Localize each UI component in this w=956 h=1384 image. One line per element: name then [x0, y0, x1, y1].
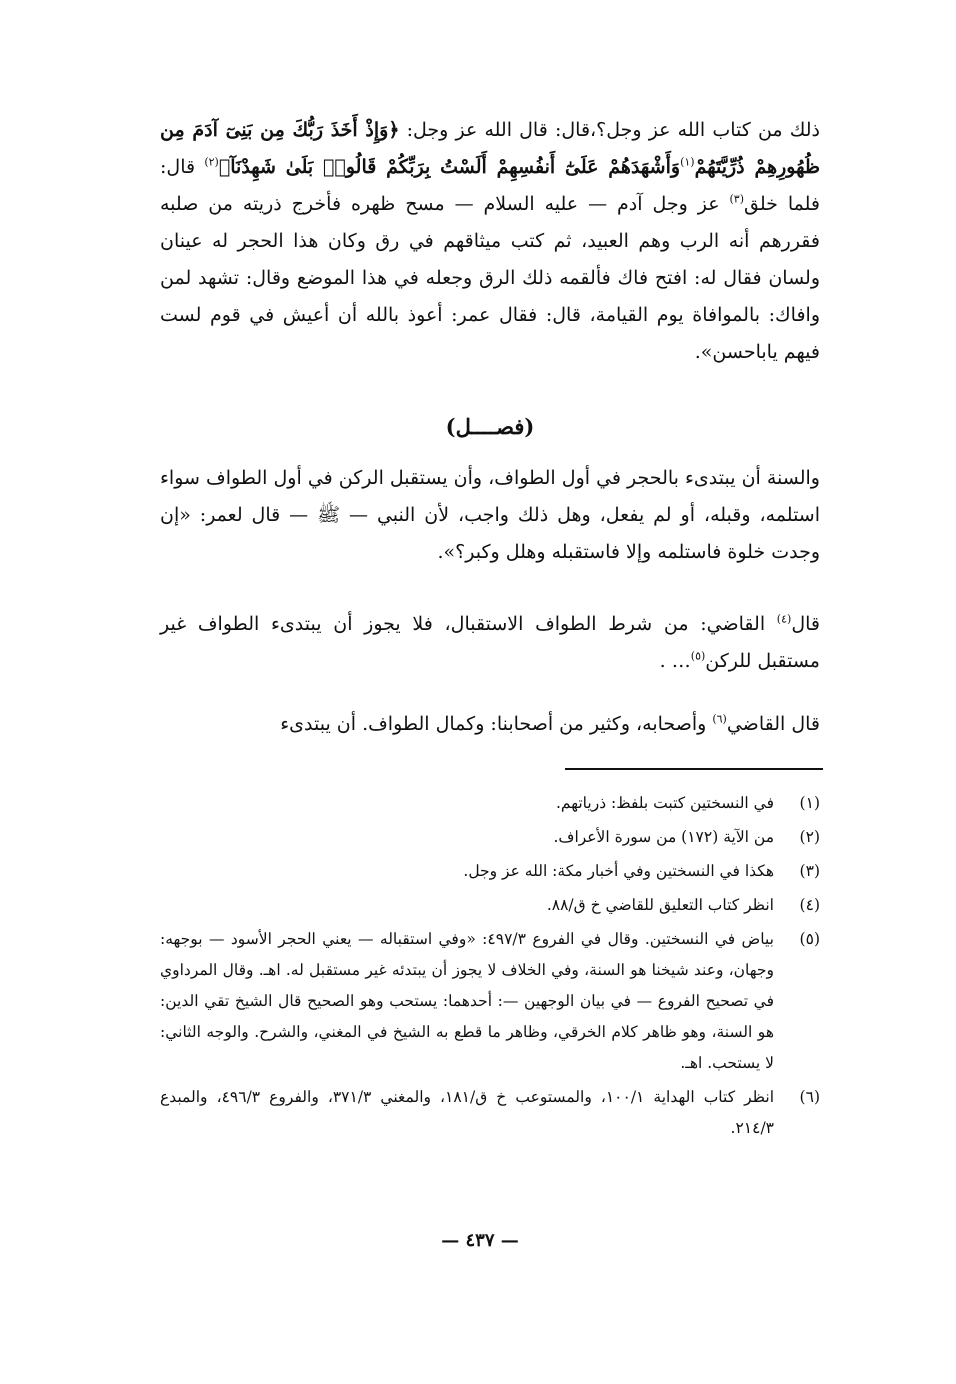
- footnote-number: (٣): [799, 862, 820, 880]
- footnote-text: هكذا في النسختين وفي أخبار مكة: الله عز وجل.: [463, 862, 774, 880]
- footnote-item: [160, 788, 820, 819]
- footnote-ref-2[interactable]: (٢): [204, 155, 219, 169]
- footnote-ref-5[interactable]: (٥): [690, 649, 706, 663]
- footnote-number: (٦): [799, 1088, 820, 1106]
- footnote-separator: [565, 768, 823, 770]
- footnote-ref-4[interactable]: (٤): [776, 612, 792, 626]
- text-run: قال القاضي: [726, 713, 820, 735]
- footnote-text: من الآية (١٧٢) من سورة الأعراف.: [553, 828, 774, 846]
- text-run: ذلك من كتاب الله عز وجل؟،قال: قال الله عز وجل:: [399, 119, 820, 141]
- footnote-item: [160, 1082, 820, 1144]
- paragraph-3: [160, 606, 820, 680]
- footnote-text: انظر كتاب الهداية ١٠٠/١، والمستوعب خ ق/١٨١، والمغني ٣٧١/٣، والفروع ٤٩٦/٣، والمبدع ٢١٤/٣.: [160, 1088, 775, 1137]
- section-heading: (فصــــل): [445, 414, 535, 439]
- footnote-number: (٥): [799, 930, 820, 948]
- text-run: قال: فلما خلق: [160, 156, 820, 215]
- footnote-number: (٤): [799, 896, 820, 914]
- footnote-text: انظر كتاب التعليق للقاضي خ ق/٨٨.: [546, 896, 774, 914]
- quran-verse-part-1: ﴿وَإِذْ أَخَذَ رَبُّكَ مِن بَنِىٓ آدَمَ مِن ظُهُورِهِمْ ذُرِّيَّتَهُمْ: [160, 119, 820, 178]
- paragraph-1: [160, 112, 820, 371]
- paragraph-4: [160, 706, 820, 743]
- footnote-text: في النسختين كتبت بلفظ: ذرياتهم.: [555, 794, 774, 812]
- text-run: … .: [659, 650, 691, 672]
- footnote-ref-6[interactable]: (٦): [712, 712, 727, 726]
- text-run: وأصحابه، وكثير من أصحابنا: وكمال الطواف. أن يبتدىء: [280, 713, 713, 735]
- page-number: — ٤٣٧ —: [441, 1230, 519, 1251]
- footnotes: [160, 788, 820, 1147]
- paragraph-2: والسنة أن يبتدىء بالحجر في أول الطواف، وأن يستقبل الركن في أول الطواف سواء استلمه، وقبله، أو لم يفعل، وهل ذلك واجب، لأن النبي — ﷺ — قال لعمر: «إن وجدت خلوة فاستلمه وإلا فاستقبله وهلل وكبر؟».: [160, 467, 820, 563]
- footnote-ref-1[interactable]: (١): [680, 155, 695, 169]
- footnote-item: [160, 890, 820, 921]
- text-run: عز وجل آدم — عليه السلام — مسح ظهره فأخرج ذريته من صلبه فقررهم أنه الرب وهم العبيد، ثم كتب ميثاقهم في رق وكان هذا الحجر له عينان ولسان فقال له: افتح فاك فألقمه ذلك الرق وجعله في هذا الموضع وقال: تشهد لمن وافاك: بالموافاة يوم القيامة، قال: فقال عمر: أعوذ بالله أن أعيش في قوم لست فيهم ياباحسن».: [160, 193, 820, 363]
- footnote-ref-3[interactable]: (٣): [729, 192, 745, 206]
- quran-verse-part-2: وَأَشْهَدَهُمْ عَلَىٰٓ أَنفُسِهِمْ أَلَسْتُ بِرَبِّكُمْ قَالُوا۟ بَلَىٰ شَهِدْنَآ﴾: [218, 156, 681, 178]
- text-run: قال: [791, 613, 820, 635]
- footnote-item: [160, 924, 820, 1079]
- footnote-item: [160, 822, 820, 853]
- text-run: القاضي: من شرط الطواف الاستقبال، فلا يجوز أن يبتدىء الطواف غير مستقبل للركن: [160, 613, 820, 672]
- footnote-number: (٢): [799, 828, 820, 846]
- footnote-number: (١): [799, 794, 820, 812]
- footnote-item: [160, 856, 820, 887]
- footnote-text: بياض في النسختين. وقال في الفروع ٤٩٧/٣: «وفي استقباله — يعني الحجر الأسود — بوجهه: وجهان، وعند شيخنا هو السنة، وفي الخلاف لا يجوز أن يبتدئه غير مستقبل له. اهـ. وقال المرداوي في تصحيح الفروع — في بيان الوجهين —: أحدهما: يستحب وهو الصحيح قال الشيخ تقي الدين: هو السنة، وهو ظاهر كلام الخرقي، وظاهر ما قطع به الشيخ في المغني، والشرح. والوجه الثاني: لا يستحب. اهـ.: [160, 930, 774, 1072]
